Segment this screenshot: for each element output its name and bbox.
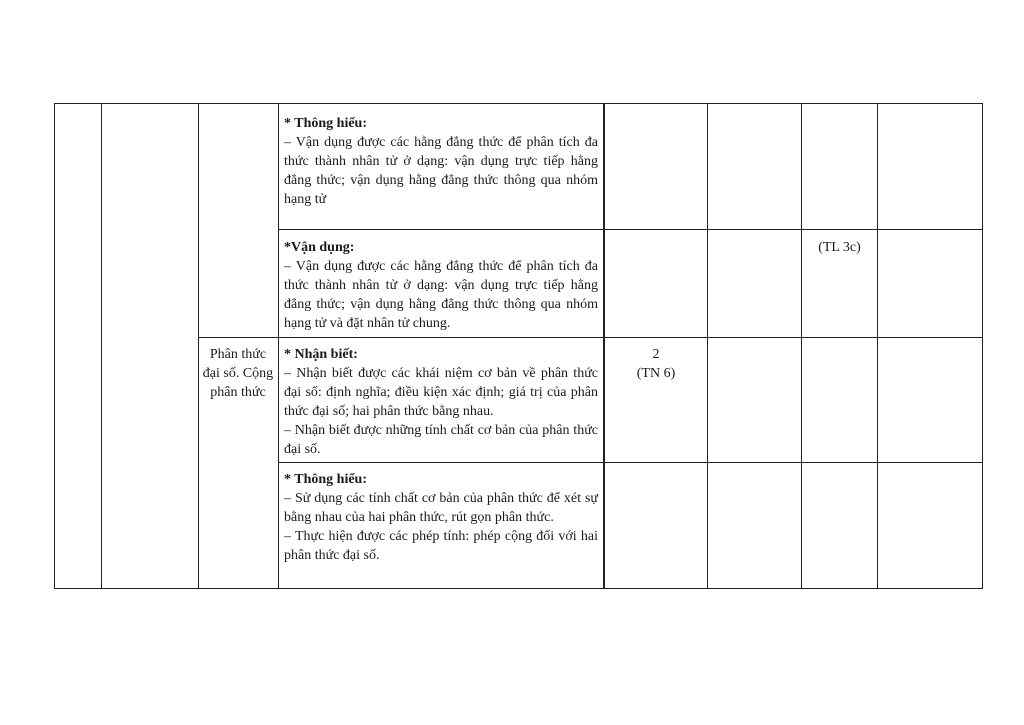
requirement-text: – Sử dụng các tính chất cơ bản của phân thức để xét sự bằng nhau của hai phân thức, rút gọn phân thức. bbox=[284, 491, 598, 525]
requirement-text: – Vận dụng được các hằng đẳng thức để phân tích đa thức thành nhân tử ở dạng: vận dụng trực tiếp hằng đẳng thức; vận dụng hằng đẳng thức thông qua nhóm hạng tử bbox=[284, 135, 598, 207]
column-divider bbox=[801, 103, 802, 589]
table-right-border bbox=[982, 103, 983, 589]
level-heading: * Thông hiểu: bbox=[284, 116, 367, 131]
column-divider bbox=[278, 103, 279, 589]
question-code: (TN 6) bbox=[636, 366, 676, 381]
column-divider bbox=[198, 103, 199, 589]
requirement-text: – Vận dụng được các hằng đẳng thức để phân tích đa thức thành nhân tử ở dạng: vận dụng trực tiếp hằng đẳng thức; vận dụng hằng đẳng thức thông qua nhóm hạng tử và đặt nhân tử chung. bbox=[284, 259, 598, 331]
column-divider bbox=[54, 103, 55, 589]
row-divider bbox=[198, 337, 982, 338]
column-divider bbox=[101, 103, 102, 589]
question-count-value: 2 bbox=[652, 347, 660, 362]
requirement-text: – Thực hiện được các phép tính: phép cộng đối với hai phân thức đại số. bbox=[284, 529, 598, 563]
requirement-text: – Nhận biết được các khái niệm cơ bản về phân thức đại số: định nghĩa; điều kiện xác định; giá trị của phân thức đại số; hai phân thức bằng nhau. bbox=[284, 366, 598, 419]
requirement-text: – Nhận biết được những tính chất cơ bản của phân thức đại số. bbox=[284, 423, 598, 457]
requirement-cell bbox=[284, 114, 598, 209]
level-heading: * Thông hiểu: bbox=[284, 472, 367, 487]
topic-name: Phân thức đại số. Cộng phân thức bbox=[202, 347, 274, 400]
column-divider bbox=[707, 103, 708, 589]
question-code: (TL 3c) bbox=[818, 240, 861, 255]
requirement-cell bbox=[284, 238, 598, 333]
requirement-cell bbox=[284, 470, 598, 565]
question-count bbox=[605, 345, 707, 383]
requirement-cell bbox=[284, 345, 598, 459]
table-top-border bbox=[54, 103, 982, 104]
level-heading: *Vận dụng: bbox=[284, 240, 355, 255]
level-heading: * Nhận biết: bbox=[284, 347, 358, 362]
column-divider bbox=[877, 103, 878, 589]
table-bottom-border bbox=[54, 588, 982, 589]
